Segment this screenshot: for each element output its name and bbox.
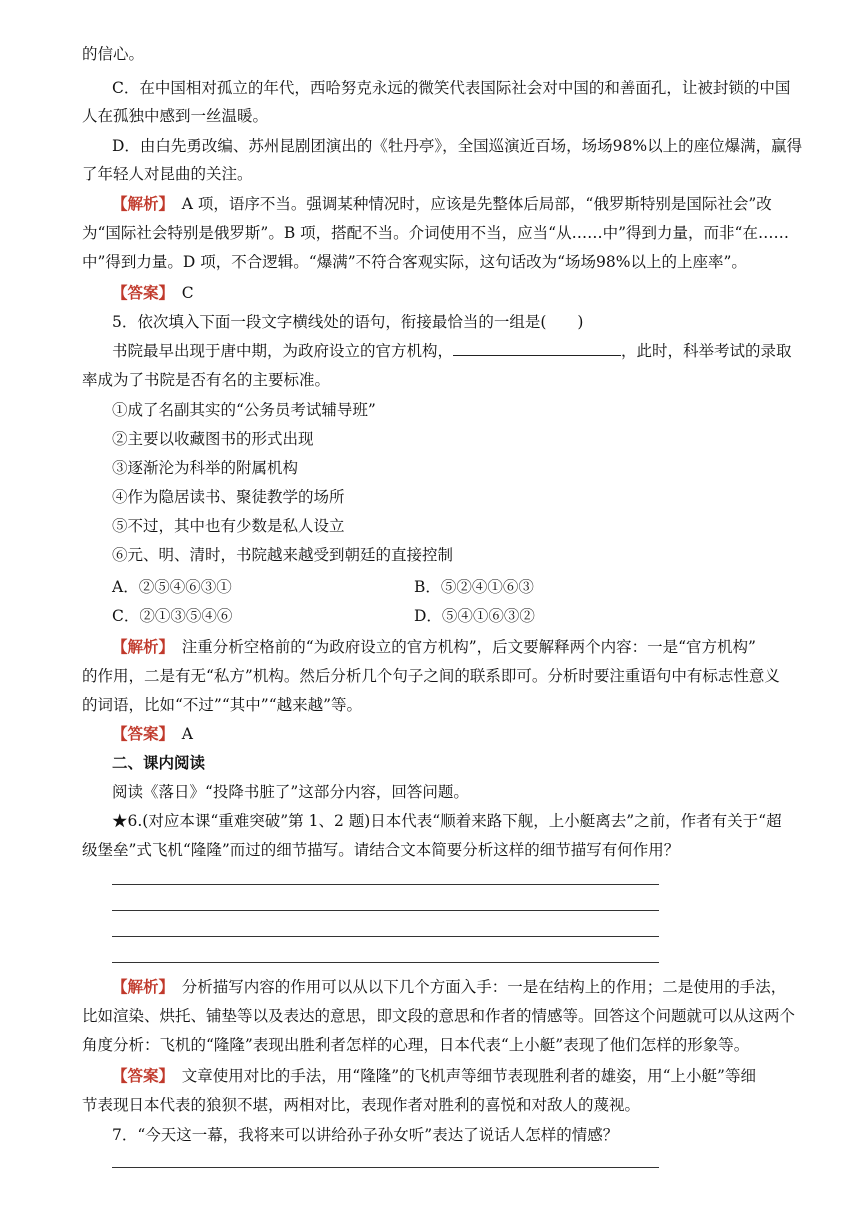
q6-line-2: 级堡垒”式飞机“隆隆”而过的细节描写。请结合文本简要分析这样的细节描写有何作用？ [82,841,680,859]
q4-analysis-text: A 项，语序不当。强调某种情况时，应该是先整体后局部，“俄罗斯特别是国际社会”改 [181,195,772,213]
q6-line-1: ★6.(对应本课“重难突破”第 1、2 题)日本代表“顺着来路下舰，上小艇离去”之前，作者有关于“超 [112,812,782,830]
q5-passage-line-1 [112,341,792,361]
q6-analysis-line-2: 比如渲染、烘托、铺垫等以及表达的意思，即文段的意思和作者的情感等。回答这个问题就可以从这两个 [82,1007,796,1025]
q5-stem: 5．依次填入下面一段文字横线处的语句，衔接最恰当的一组是( ) [112,313,584,331]
q6-analysis-text: 分析描写内容的作用可以从以下几个方面入手：一是在结构上的作用；二是使用的手法， [181,978,787,996]
q7-stem: 7．“今天这一幕，我将来可以讲给孙子孙女听”表达了说话人怎样的情感？ [112,1126,619,1144]
q5-item: ⑥元、明、清时，书院越来越受到朝廷的直接控制 [112,546,454,564]
option-c-line-1: C．在中国相对孤立的年代，西哈努克永远的微笑代表国际社会对中国的和善面孔，让被封锁的中国 [112,79,791,97]
q6-answer-line-1 [112,1066,756,1086]
q5-passage-line-2: 率成为了书院是否有名的主要标准。 [82,371,331,389]
answer-blank-line [112,936,659,937]
q5-answer-value: A [181,725,193,743]
answer-tag: 【答案】 [112,724,167,743]
q6-analysis-line-3: 角度分析：飞机的“隆隆”表现出胜利者怎样的心理，日本代表“上小艇”表现了他们怎样的形象等。 [82,1036,750,1054]
q5-item: ③逐渐沦为科举的附属机构 [112,459,299,477]
q4-analysis-line-3: 中”得到力量。D 项，不合逻辑。“爆满”不符合客观实际，这句话改为“场场98%以上的上座率”。 [82,253,747,271]
q6-answer-line-2: 节表现日本代表的狼狈不堪，两相对比，表现作者对胜利的喜悦和对敌人的蔑视。 [82,1096,641,1114]
q5-option-a: A．②⑤④⑥③① [112,578,232,596]
answer-blank-line [112,884,659,885]
q5-item: ②主要以收藏图书的形式出现 [112,430,314,448]
q5-item: ④作为隐居读书、聚徒教学的场所 [112,488,345,506]
q4-analysis-line-1 [112,194,772,214]
q5-analysis-text: 注重分析空格前的“为政府设立的官方机构”，后文要解释两个内容：一是“官方机构” [181,638,756,656]
q5-analysis-line-3: 的词语，比如“不过”“其中”“越来越”等。 [82,696,363,714]
q4-answer-value: C [181,284,194,302]
q5-item: ①成了名副其实的“公务员考试辅导班” [112,401,376,419]
q6-analysis-line-1 [112,977,786,997]
q4-answer [112,283,194,303]
answer-blank-line [112,910,659,911]
section-intro: 阅读《落日》“投降书脏了”这部分内容，回答问题。 [112,783,469,801]
fill-blank [453,341,621,356]
analysis-tag: 【解析】 [112,637,167,656]
q5-passage-part-a: 书院最早出现于唐中期，为政府设立的官方机构， [112,342,454,360]
answer-blank-line [112,1167,659,1168]
q5-item: ⑤不过，其中也有少数是私人设立 [112,517,345,535]
answer-tag: 【答案】 [112,283,167,302]
q5-option-b: B．⑤②④①⑥③ [414,578,534,596]
section-title: 二、课内阅读 [112,753,206,772]
q5-analysis-line-1 [112,637,756,657]
q5-option-c: C．②①③⑤④⑥ [112,607,233,625]
q6-answer-text: 文章使用对比的手法，用“隆隆”的飞机声等细节表现胜利者的雄姿，用“上小艇”等细 [181,1067,756,1085]
q5-option-d: D．⑤④①⑥③② [414,607,535,625]
answer-blank-line [112,962,659,963]
analysis-tag: 【解析】 [112,977,167,996]
q5-analysis-line-2: 的作用，二是有无“私方”机构。然后分析几个句子之间的联系即可。分析时要注重语句中有标志性意义 [82,667,780,685]
option-d-line-2: 了年轻人对昆曲的关注。 [82,165,253,183]
q4-analysis-line-2: 为“国际社会特别是俄罗斯”。B 项，搭配不当。介词使用不当，应当“从……中”得到力量，而非“在…… [82,224,789,242]
q5-answer [112,724,193,744]
option-d-line-1: D．由白先勇改编、苏州昆剧团演出的《牡丹亭》，全国巡演近百场，场场98%以上的座位爆满，赢得 [112,137,803,155]
option-c-line-2: 人在孤独中感到一丝温暖。 [82,107,269,125]
analysis-tag: 【解析】 [112,194,167,213]
paragraph-continuation: 的信心。 [82,45,145,63]
q5-passage-part-b: ，此时，科举考试的录取 [621,342,792,360]
answer-tag: 【答案】 [112,1066,167,1085]
